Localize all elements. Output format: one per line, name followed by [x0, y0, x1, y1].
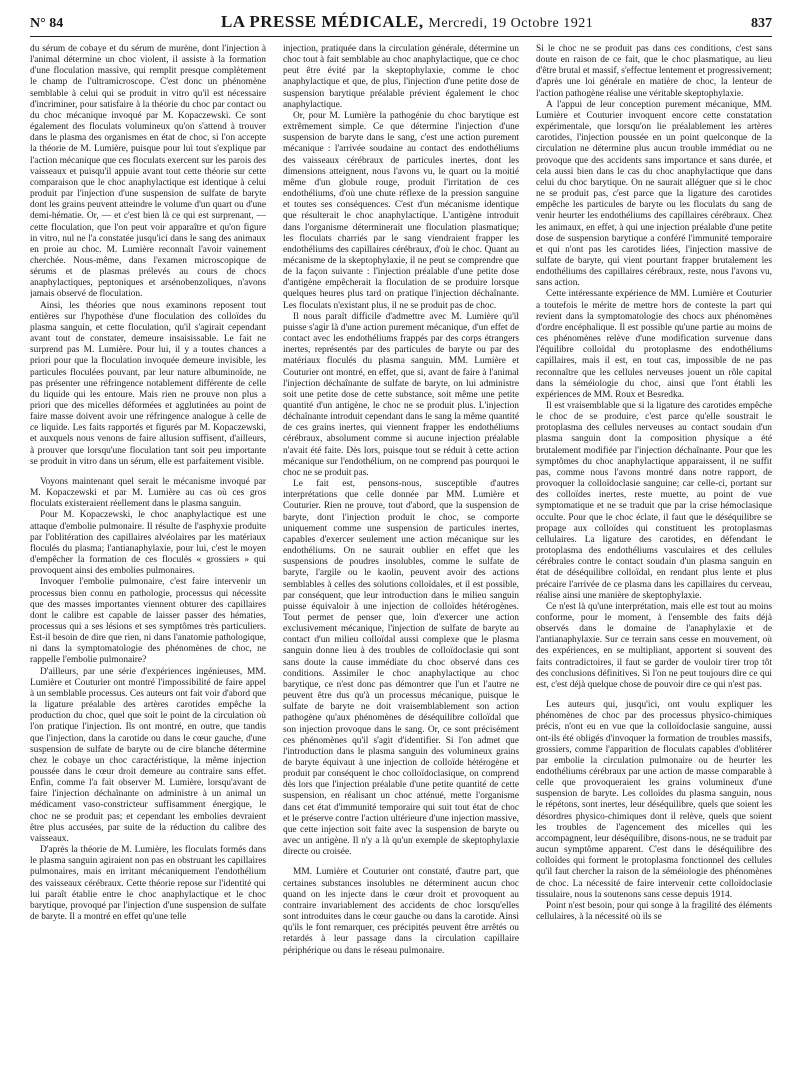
- paragraph: A l'appui de leur conception purement mécanique, MM. Lumière et Couturier invoquent encore cette constatation expérimentale, que lorsqu'on lie préalablement les artères carotides, l'injection poussée en un point quelconque de la circulation ne détermine plus aucun trouble immédiat ou ne provoque que des accidents sans importance et sans durée, et cela aussi bien dans le cas du choc anaphylactique que dans celui du choc barytique. On ne saurait alléguer que si le choc ne se produit pas, c'est parce que la ligature des carotides empêche les particules de baryte ou les floculats du sang de venir heurter les endothéliums des capillaires cérébraux. Chez les animaux, en effet, à qui une injection préalable d'une petite dose de suspension barytique a conféré l'immunité temporaire et qui n'ont pas les carotides liées, l'injection massive de sulfate de baryte, qui vient pourtant frapper brutalement les endothéliums des capillaires cérébraux, reste, nous l'avons vu, sans action.: [536, 99, 772, 289]
- paragraph: Les auteurs qui, jusqu'ici, ont voulu expliquer les phénomènes de choc par des processus physico-chimiques précis, n'ont eu en vue que la colloïdoclasie sanguine, aussi ont-ils été obligés d'invoquer la formation de troubles massifs, grossiers, comme l'apparition de floculats capables d'oblitérer par embolie la circulation pulmonaire ou de heurter les endothéliums cérébraux par une action de masse comparable à celle que provoqueraient les grains volumineux d'une suspension de baryte. Les colloïdes du plasma sanguin, nous le répétons, sont inertes, leur déséquilibre, quels que soient les désordres physico-chimiques dont il relève, quels que soient les troubles de l'agencement des micelles qui les accompagnent, leur déséquilibre, disons-nous, ne se traduit par aucun symptôme apparent. C'est dans le déséquilibre des colloïdes qui forment le protoplasma fonctionnel des cellules qu'il faut chercher la raison de la séméiologie des phénomènes de choc. La nécessité de faire intervenir cette colloïdoclasie tissulaire, nous la soutenons sans cesse depuis 1914.: [536, 700, 772, 900]
- issue-date: Mercredi, 19 Octobre 1921: [428, 16, 594, 31]
- issue-number: N° 84: [30, 16, 64, 31]
- journal-title: LA PRESSE MÉDICALE: [220, 12, 419, 31]
- paragraph: Pour M. Kopaczewski, le choc anaphylactique est une attaque d'embolie pulmonaire. Il résulte de l'asphyxie produite par l'oblitération des capillaires alvéolaires par les matériaux floculés du plasma; l'antianaphylaxie, pour lui, c'est le moyen d'empêcher la formation de ces floculés « grossiers » qui provoquent ainsi des embolies pulmonaires.: [30, 510, 266, 577]
- paragraph: Point n'est besoin, pour qui songe à la fragilité des éléments cellulaires, à la nécessité où ils se: [536, 900, 772, 923]
- paragraph: injection, pratiquée dans la circulation générale, détermine un choc tout à fait semblable au choc anaphylactique, que ce choc peut être évité par la skeptophylaxie, comme le choc anaphylactique et que, de plus, l'injection d'une petite dose de suspension barytique préalable prévient également le choc anaphylactique.: [283, 44, 519, 110]
- article-body: [30, 44, 772, 1074]
- text-column-3: [536, 44, 772, 1074]
- text-column-1: [30, 44, 266, 1074]
- text-column-2: [283, 44, 519, 1074]
- paragraph: Cette intéressante expérience de MM. Lumière et Couturier a toutefois le mérite de mettre hors de conteste la part qui revient dans la symptomatologie des chocs aux phénomènes d'ordre encéphalique. Il est possible qu'une partie au moins de ces phénomènes relève d'une modification survenue dans l'équilibre colloïdal du protoplasme des endothéliums capillaires, mais il est, en tout cas, impossible de ne pas reconnaître que les cellules nerveuses jouent un rôle capital dans la séméiologie du choc, ainsi que l'ont établi les expériences de MM. Roux et Besredka.: [536, 289, 772, 400]
- paragraph: Ce n'est là qu'une interprétation, mais elle est tout au moins conforme, pour le moment, à l'ensemble des faits déjà observés dans le domaine de l'anaphylaxie et de l'antianaphylaxie. Sur ce terrain sans cesse en mouvement, où des expériences, en se multipliant, apportent si souvent des faits contradictoires, il faut se garder de vouloir tirer trop tôt des conclusions définitives. Si l'on ne peut toujours dire ce qui est, c'est déjà quelque chose de pouvoir dire ce qui n'est pas.: [536, 601, 772, 690]
- paragraph: Le fait est, pensons-nous, susceptible d'autres interprétations que celle donnée par MM. Lumière et Couturier. Rien ne prouve, tout d'abord, que la suspension de baryte, dont l'injection produit le choc, se comporte uniquement comme une suspension de particules inertes, capables d'exercer seulement une action mécanique sur les endothéliums. On ne saurait oublier en effet que les suspensions de poudres insolubles, comme le sulfate de baryte, l'argile ou le kaolin, peuvent avoir des actions semblables à celles des solutions colloïdales, et il est possible, par conséquent, que leur introduction dans le milieu sanguin puisse équivaloir à une injection de colloïdes hétérogènes. Tout permet de penser que, loin d'exercer une action exclusivement mécanique, l'injection de sulfate de baryte au contact d'un milieu colloïdal aussi complexe que le plasma sanguin donne lieu à des troubles de colloïdoclasie qui sont sans doute la cause immédiate du choc observé dans ces conditions. Assimiler le choc anaphylactique au choc barytique, ce n'est donc pas démontrer que l'un et l'autre ne peuvent être dus qu'à un processus mécanique, puisque le sulfate de baryte ne doit vraisemblablement son action pathogène qu'aux phénomènes de déséquilibre colloïdal que son injection provoque dans le sang. Or, ce sont précisément ces phénomènes qu'il s'agit d'identifier. Si l'on admet que l'introduction dans le plasma sanguin des volumineux grains de baryte équivaut à une injection de colloïde hétérogène et produit par conséquent le choc colloïdoclasique, on comprend dès lors que l'injection préalable d'une petite quantité de cette suspension, en réalisant un choc atténué, mette l'organisme dans cet état d'immunité temporaire qui suit tout état de choc et le préserve contre l'action ultérieure d'une injection massive, que cette injection soit faite avec la suspension de baryte ou avec un antigène. Il n'y a là qu'un exemple de skeptophylaxie directe ou croisée.: [283, 479, 519, 858]
- paragraph: Voyons maintenant quel serait le mécanisme invoqué par M. Kopaczewski et par M. Lumière au cas où ces gros floculats existeraient réellement dans le plasma sanguin.: [30, 476, 266, 510]
- paragraph: D'après la théorie de M. Lumière, les floculats formés dans le plasma sanguin agiraient non pas en obstruant les capillaires pulmonaires, mais en irritant mécaniquement l'endothélium des vaisseaux cérébraux. Cette théorie repose sur l'identité qui lui paraît établie entre le choc anaphylactique et le choc barytique, provoqué par l'injection d'une suspension de sulfate de baryte. Il a montré en effet qu'une telle: [30, 845, 266, 923]
- paragraph: Il est vraisemblable que si la ligature des carotides empêche le choc de se produire, c'est parce qu'elle soustrait le protoplasma des cellules nerveuses au contact soudain d'un plasma sanguin dont la composition physique a été brutalement modifiée par l'injection déchaînante. Pour que les symptômes du choc anaphylactique apparaissent, il ne suffit pas, comme nous l'avons montré dans notre rapport, de provoquer la colloïdoclasie sanguine; car celle-ci, portant sur des colloïdes inertes, reste muette, au point de vue symptomatique et ne se traduit que par la crise hémoclasique occulte. Pour que le choc éclate, il faut que le déséquilibre se propage aux colloïdes qui constituent les protoplasmas cellulaires. La ligature des carotides, en défendant le protoplasma des endothéliums vasculaires et des cellules cérébrales contre le contact soudain d'un plasma sanguin en état de déséquilibre colloïdal, en rendant plus lente et plus précaire l'arrivée de ce plasma dans les capillaires du cerveau, réalise ainsi une manière de skeptophylaxie.: [536, 401, 772, 601]
- page-number: 837: [751, 16, 772, 31]
- paragraph: Invoquer l'embolie pulmonaire, c'est faire intervenir un processus bien connu en pathologie, processus qui nécessite que des masses importantes viennent obturer des capillaires dont le calibre est capable de laisser passer des hématies, processus qui a ses lésions et ses symptômes très particuliers. Est-il besoin de dire que rien, ni dans l'anatomie pathologique, ni dans la symptomatologie des phénomènes de choc, ne rappelle l'embolie pulmonaire?: [30, 577, 266, 666]
- paragraph: du sérum de cobaye et du sérum de murène, dont l'injection à l'animal détermine un choc violent, il assiste à la formation d'une floculation massive, qui remplit presque complètement le champ de l'ultramicroscope. C'est donc un phénomène semblable à celui qui se produit in vitro qu'il est nécessaire d'incriminer, pour satisfaire à la théorie du choc par contact ou du choc mécanique invoqué par M. Kopaczewski. Ce sont également des floculats volumineux qu'on s'attend à trouver dans le plasma des organismes en état de choc, si l'on accepte la théorie de M. Lumière, puisque pour lui tout s'explique par l'action mécanique que ces floculats exercent sur les parois des vaisseaux et puisqu'il appuie avant tout cette théorie sur cette comparaison que le choc anaphylactique est identique à celui produit par l'injection d'une suspension de sulfate de baryte dont les grains peuvent atteindre le volume d'un quart ou d'une demi-hématie. Or, — et c'est bien là ce qui est surprenant, — cette floculation, que l'on peut voir apparaître et qu'on figure in vitro, nul ne l'a constatée jusqu'ici dans le sang des animaux en proie au choc. M. Lumière reconnaît l'avoir vainement cherchée. Nous-même, dans l'examen microscopique de sérums et de plasmas prélevés au cours de chocs anaphylactiques, peptoniques et arsénobenzoliques, n'avons jamais observé de floculation.: [30, 44, 266, 300]
- journal-header: LA PRESSE MÉDICALE, Mercredi, 19 Octobre 1921: [220, 12, 594, 31]
- paragraph: Si le choc ne se produit pas dans ces conditions, c'est sans doute en raison de ce fait, que le choc plasmatique, au lieu d'être brutal et massif, s'effectue lentement et progressivement; d'après une loi générale en matière de choc, la lenteur de l'action pathogène réalise une véritable skeptophylaxie.: [536, 44, 772, 99]
- paragraph: Or, pour M. Lumière la pathogénie du choc barytique est extrêmement simple. Ce que détermine l'injection d'une suspension de baryte dans le sang, c'est une action purement mécanique : l'arrivée soudaine au contact des endothéliums des vaisseaux cérébraux de particules inertes, dont les dimensions atteignent, nous l'avons vu, le quart ou la moitié même d'un globule rouge, produit l'irritation de ces endothéliums, d'où une chute réflexe de la pression sanguine et toutes ses conséquences. C'est d'un mécanisme identique que résulterait le choc anaphylactique. L'antigène introduit dans l'organisme déterminerait une floculation plasmatique; les floculats charriés par le sang viendraient frapper les endothéliums des capillaires cérébraux, d'où le choc. Quant au mécanisme de la skeptophylaxie, il ne peut se comprendre que de la façon suivante : l'injection préalable d'une petite dose d'antigène empêcherait la floculation de se produire lorsque quelques heures plus tard on pratique l'injection déchaînante. Les floculats n'existant plus, il ne se produit pas de choc.: [283, 110, 519, 311]
- paragraph: MM. Lumière et Couturier ont constaté, d'autre part, que certaines substances insolubles ne déterminent aucun choc quand on les injecte dans le cœur droit et provoquent au contraire invariablement des accidents de choc lorsqu'elles sont introduites dans le cœur gauche ou dans la carotide. Ainsi qu'ils le font remarquer, ces précipités peuvent être arrêtés ou retardés à leur passage dans la circulation capillaire périphérique ou dans le réseau pulmonaire.: [283, 867, 519, 956]
- paragraph: Il nous paraît difficile d'admettre avec M. Lumière qu'il puisse s'agir là d'une action purement mécanique, d'un effet de contact avec les endothéliums frappés par des corps étrangers inertes, représentés par des particules de baryte ou par des matériaux floculés du plasma sanguin. MM. Lumière et Couturier ont montré, en effet, que si, avant de faire à l'animal l'injection déchaînante de sulfate de baryte, on lui administre soit une petite dose de cette substance, soit même une petite quantité d'un antigène, le choc ne se produit plus. L'injection déchaînante introduit cependant dans le sang la même quantité de ces grains inertes, qui viennent frapper les endothéliums cérébraux, absolument comme si aucune injection préalable n'avait été faite. Dès lors, puisque tout se réduit à cette action mécanique sur l'endothélium, on ne comprend pas pourquoi le choc ne se produit pas.: [283, 311, 519, 478]
- paragraph: Ainsi, les théories que nous examinons reposent tout entières sur l'hypothèse d'une floculation des colloïdes du plasma sanguin, et cette floculation, qu'il s'agirait cependant avant tout de constater, demeure insaisissable. Le fait ne surprend pas M. Lumière. Pour lui, il y a toutes chances a priori pour que la floculation invoquée demeure invisible, les particules floculées pouvant, par leur nature albuminoïde, ne pas présenter une réfringence notablement différente de celle du liquide qui les entoure. Mais rien ne prouve non plus a priori que des micelles déformées et agglutinées au point de faire masse doivent avoir une réfringence analogue à celle de ce liquide. Les faits rapportés et figurés par M. Kopaczewski, et auxquels nous venons de faire allusion suffisent, d'ailleurs, à prouver que lorsqu'une floculation tant soit peu importante se produit in vitro dans un sérum, elle est parfaitement visible.: [30, 300, 266, 467]
- paragraph: D'ailleurs, par une série d'expériences ingénieuses, MM. Lumière et Couturier ont montré l'impossibilité de faire appel à un semblable processus. Ces auteurs ont fait voir d'abord que la ligature préalable des artères carotides empêche la production du choc, quel que soit le point de la circulation où l'on pratique l'injection. Ils ont montré, en outre, que tandis que l'injection, dans la carotide ou dans le cœur gauche, d'une suspension de sulfate de baryte ou de cire blanche détermine chez le cobaye un choc caractéristique, la même injection poussée dans le cœur droit demeure au contraire sans effet. Enfin, comme l'a fait observer M. Lumière, lorsqu'avant de faire l'injection déchaînante on administre à un animal un médicament vaso-constricteur suffisamment énergique, le choc ne se produit pas; et cependant les embolies devraient être plus accusées, par suite de la réduction du calibre des vaisseaux.: [30, 666, 266, 844]
- page-header: [30, 12, 772, 37]
